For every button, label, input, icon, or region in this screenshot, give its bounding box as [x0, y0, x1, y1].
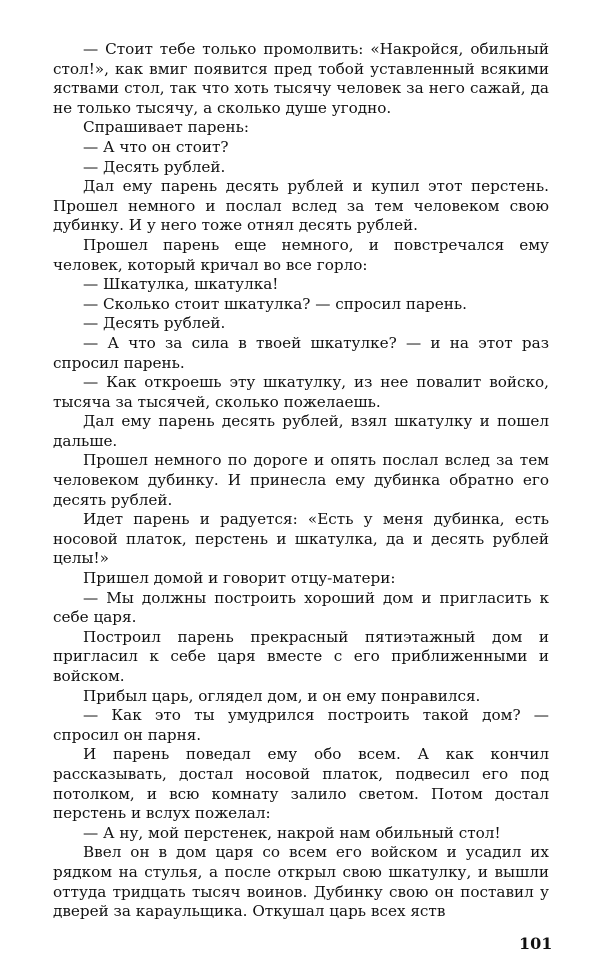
paragraph: Прошел немного по дороге и опять послал вслед за тем человеком дубинку. И принесла ему дубинка обратно его десять рублей. [53, 451, 549, 509]
paragraph: Ввел он в дом царя со всем его войском и усадил их рядком на стулья, а после открыл свою шкатулку, и вышли оттуда тридцать тысяч воинов. Дубинку свою он поставил у дверей за караульщика. Откушал царь всех яств [53, 843, 549, 921]
paragraph: — А ну, мой перстенек, накрой нам обильный стол! [83, 823, 501, 842]
paragraph: Дал ему парень десять рублей и купил этот перстень. Прошел немного и послал вслед за тем человеком свою дубинку. И у него тоже отнял десять рублей. [53, 177, 549, 235]
paragraph: — Мы должны построить хороший дом и пригласить к себе царя. [53, 588, 549, 627]
paragraph: — Как откроешь эту шкатулку, из нее повалит войско, тысяча за тысячей, сколько пожелаешь. [53, 373, 549, 411]
page-text [53, 40, 549, 922]
paragraph: Пришел домой и говорит отцу-матери: [83, 569, 396, 588]
paragraph: — Десять рублей. [83, 314, 226, 333]
paragraph: — Шкатулка, шкатулка! [83, 275, 279, 294]
paragraph: — Стоит тебе только промолвить: «Накройся, обильный стол!», как вмиг появится пред тобой уставленный всякими яствами стол, так что хоть тысячу человек за него сажай, да не только тысячу, а сколько душе угодно. [53, 40, 549, 117]
paragraph: Дал ему парень десять рублей, взял шкатулку и пошел дальше. [53, 412, 549, 450]
paragraph: Спрашивает парень: [83, 118, 249, 137]
paragraph: — Десять рублей. [83, 157, 226, 176]
paragraph: Прошел парень еще немного, и повстречался ему человек, который кричал во все горло: [53, 235, 549, 274]
paragraph: — А что он стоит? [83, 137, 229, 156]
paragraph: — Сколько стоит шкатулка? — спросил парень. [83, 294, 467, 313]
page-number: 101 [519, 934, 553, 953]
paragraph: Прибыл царь, оглядел дом, и он ему понравился. [83, 686, 481, 705]
paragraph: Построил парень прекрасный пятиэтажный дом и пригласил к себе царя вместе с его приближенными и войском. [53, 627, 549, 685]
paragraph: — Как это ты умудрился построить такой дом? — спросил он парня. [53, 706, 549, 744]
paragraph: Идет парень и радуется: «Есть у меня дубинка, есть носовой платок, перстень и шкатулка, да и десять рублей целы!» [53, 510, 549, 568]
paragraph: — А что за сила в твоей шкатулке? — и на этот раз спросил парень. [53, 333, 549, 372]
paragraph: И парень поведал ему обо всем. А как кончил рассказывать, достал носовой платок, подвесил его под потолком, и всю комнату залило светом. Потом достал перстень и вслух пожелал: [53, 745, 549, 823]
